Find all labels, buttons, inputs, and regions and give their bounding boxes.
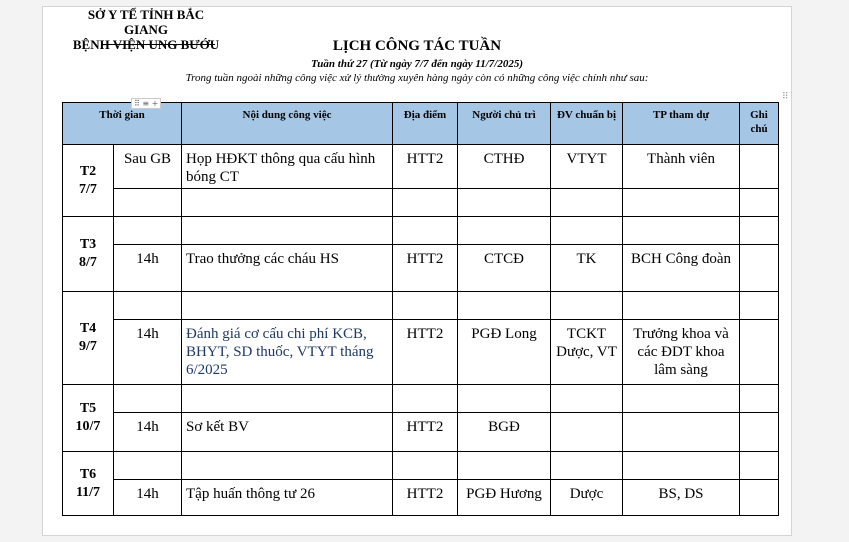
header-host: Người chủ trì: [458, 103, 551, 145]
prep-cell: TK: [551, 245, 623, 292]
prep-cell: TCKT Dược, VT: [551, 320, 623, 385]
header-place: Địa điểm: [393, 103, 458, 145]
host-cell: CTCĐ: [458, 245, 551, 292]
day-cell: [63, 292, 114, 385]
attend-cell: [623, 189, 740, 217]
host-cell: PGĐ Long: [458, 320, 551, 385]
schedule-table: [62, 102, 779, 516]
host-cell: PGĐ Hương: [458, 480, 551, 516]
content-cell: Sơ kết BV: [182, 413, 393, 452]
note-cell: [740, 245, 779, 292]
prep-cell: [551, 452, 623, 480]
table-row: [63, 452, 779, 480]
place-cell: HTT2: [393, 320, 458, 385]
place-cell: [393, 217, 458, 245]
host-cell: [458, 385, 551, 413]
place-cell: HTT2: [393, 245, 458, 292]
day-label: T5: [79, 401, 97, 416]
table-row: [63, 145, 779, 189]
day-cell: [63, 217, 114, 292]
content-cell: Đánh giá cơ cấu chi phí KCB, BHYT, SD thuốc, VTYT tháng 6/2025: [182, 320, 393, 385]
host-cell: BGĐ: [458, 413, 551, 452]
prep-cell: VTYT: [551, 145, 623, 189]
day-date: 7/7: [79, 181, 97, 197]
content-cell: Tập huấn thông tư 26: [182, 480, 393, 516]
prep-cell: [551, 385, 623, 413]
time-cell: [114, 452, 182, 480]
attend-cell: Thành viên: [623, 145, 740, 189]
time-cell: 14h: [114, 480, 182, 516]
table-move-handle-icon[interactable]: ⠿: [782, 92, 789, 102]
document-title: LỊCH CÔNG TÁC TUẦN: [332, 38, 502, 54]
note-cell: [740, 320, 779, 385]
attend-cell: [623, 413, 740, 452]
table-row: [63, 320, 779, 385]
day-date: 9/7: [79, 339, 97, 354]
day-label: T3: [79, 237, 97, 252]
time-cell: 14h: [114, 245, 182, 292]
intro-text: Trong tuần ngoài những công việc xử lý thường xuyên hàng ngày còn có những công việc chính như sau:: [185, 72, 649, 84]
note-cell: [740, 217, 779, 245]
time-cell: 14h: [114, 320, 182, 385]
prep-cell: [551, 189, 623, 217]
day-date: 8/7: [79, 255, 97, 270]
table-row: [63, 385, 779, 413]
prep-cell: Dược: [551, 480, 623, 516]
prep-cell: [551, 292, 623, 320]
attend-cell: Trưởng khoa và các ĐDT khoa lâm sàng: [623, 320, 740, 385]
prep-cell: [551, 413, 623, 452]
table-row: [63, 480, 779, 516]
note-cell: [740, 145, 779, 189]
table-row: [63, 413, 779, 452]
day-cell: [63, 145, 114, 217]
content-cell: Trao thưởng các cháu HS: [182, 245, 393, 292]
day-label: T4: [79, 321, 97, 336]
table-row: [63, 189, 779, 217]
note-cell: [740, 292, 779, 320]
attend-cell: [623, 385, 740, 413]
content-cell: [182, 292, 393, 320]
place-cell: [393, 385, 458, 413]
content-cell: [182, 189, 393, 217]
place-cell: [393, 452, 458, 480]
time-cell: [114, 385, 182, 413]
host-cell: [458, 217, 551, 245]
time-cell: 14h: [114, 413, 182, 452]
place-cell: [393, 189, 458, 217]
host-cell: [458, 292, 551, 320]
org-department: SỞ Y TẾ TỈNH BẮC GIANG: [87, 7, 205, 37]
content-cell: [182, 385, 393, 413]
note-cell: [740, 480, 779, 516]
header-content: Nội dung công việc: [182, 103, 393, 145]
attend-cell: [623, 452, 740, 480]
table-header-row: [63, 103, 779, 145]
place-cell: HTT2: [393, 413, 458, 452]
time-cell: Sau GB: [114, 145, 182, 189]
note-cell: [740, 189, 779, 217]
time-cell: [114, 189, 182, 217]
content-cell: Họp HĐKT thông qua cấu hình bóng CT: [182, 145, 393, 189]
header-prep: ĐV chuẩn bị: [551, 103, 623, 145]
table-row: [63, 245, 779, 292]
attend-cell: [623, 217, 740, 245]
day-cell: [63, 385, 114, 452]
header-note: Ghi chú: [740, 103, 779, 145]
header-time: Thời gian: [63, 103, 182, 145]
content-cell: [182, 452, 393, 480]
time-cell: [114, 217, 182, 245]
org-hospital: BỆNH VIỆN UNG BƯỚU: [72, 37, 220, 52]
note-cell: [740, 413, 779, 452]
place-cell: HTT2: [393, 145, 458, 189]
content-cell: [182, 217, 393, 245]
day-label: T2: [79, 163, 97, 179]
note-cell: [740, 452, 779, 480]
attend-cell: BCH Công đoàn: [623, 245, 740, 292]
attend-cell: [623, 292, 740, 320]
week-subtitle: Tuần thứ 27 (Từ ngày 7/7 đến ngày 11/7/2025): [310, 58, 523, 70]
day-date: 11/7: [75, 484, 101, 500]
host-cell: CTHĐ: [458, 145, 551, 189]
day-date: 10/7: [75, 419, 101, 434]
place-cell: HTT2: [393, 480, 458, 516]
table-control-icon[interactable]: ⠿ ≡ +: [131, 98, 161, 109]
table-row: [63, 217, 779, 245]
host-cell: [458, 189, 551, 217]
note-cell: [740, 385, 779, 413]
day-cell: [63, 452, 114, 516]
header-attend: TP tham dự: [623, 103, 740, 145]
attend-cell: BS, DS: [623, 480, 740, 516]
day-label: T6: [79, 466, 97, 482]
place-cell: [393, 292, 458, 320]
prep-cell: [551, 217, 623, 245]
time-cell: [114, 292, 182, 320]
host-cell: [458, 452, 551, 480]
table-row: [63, 292, 779, 320]
